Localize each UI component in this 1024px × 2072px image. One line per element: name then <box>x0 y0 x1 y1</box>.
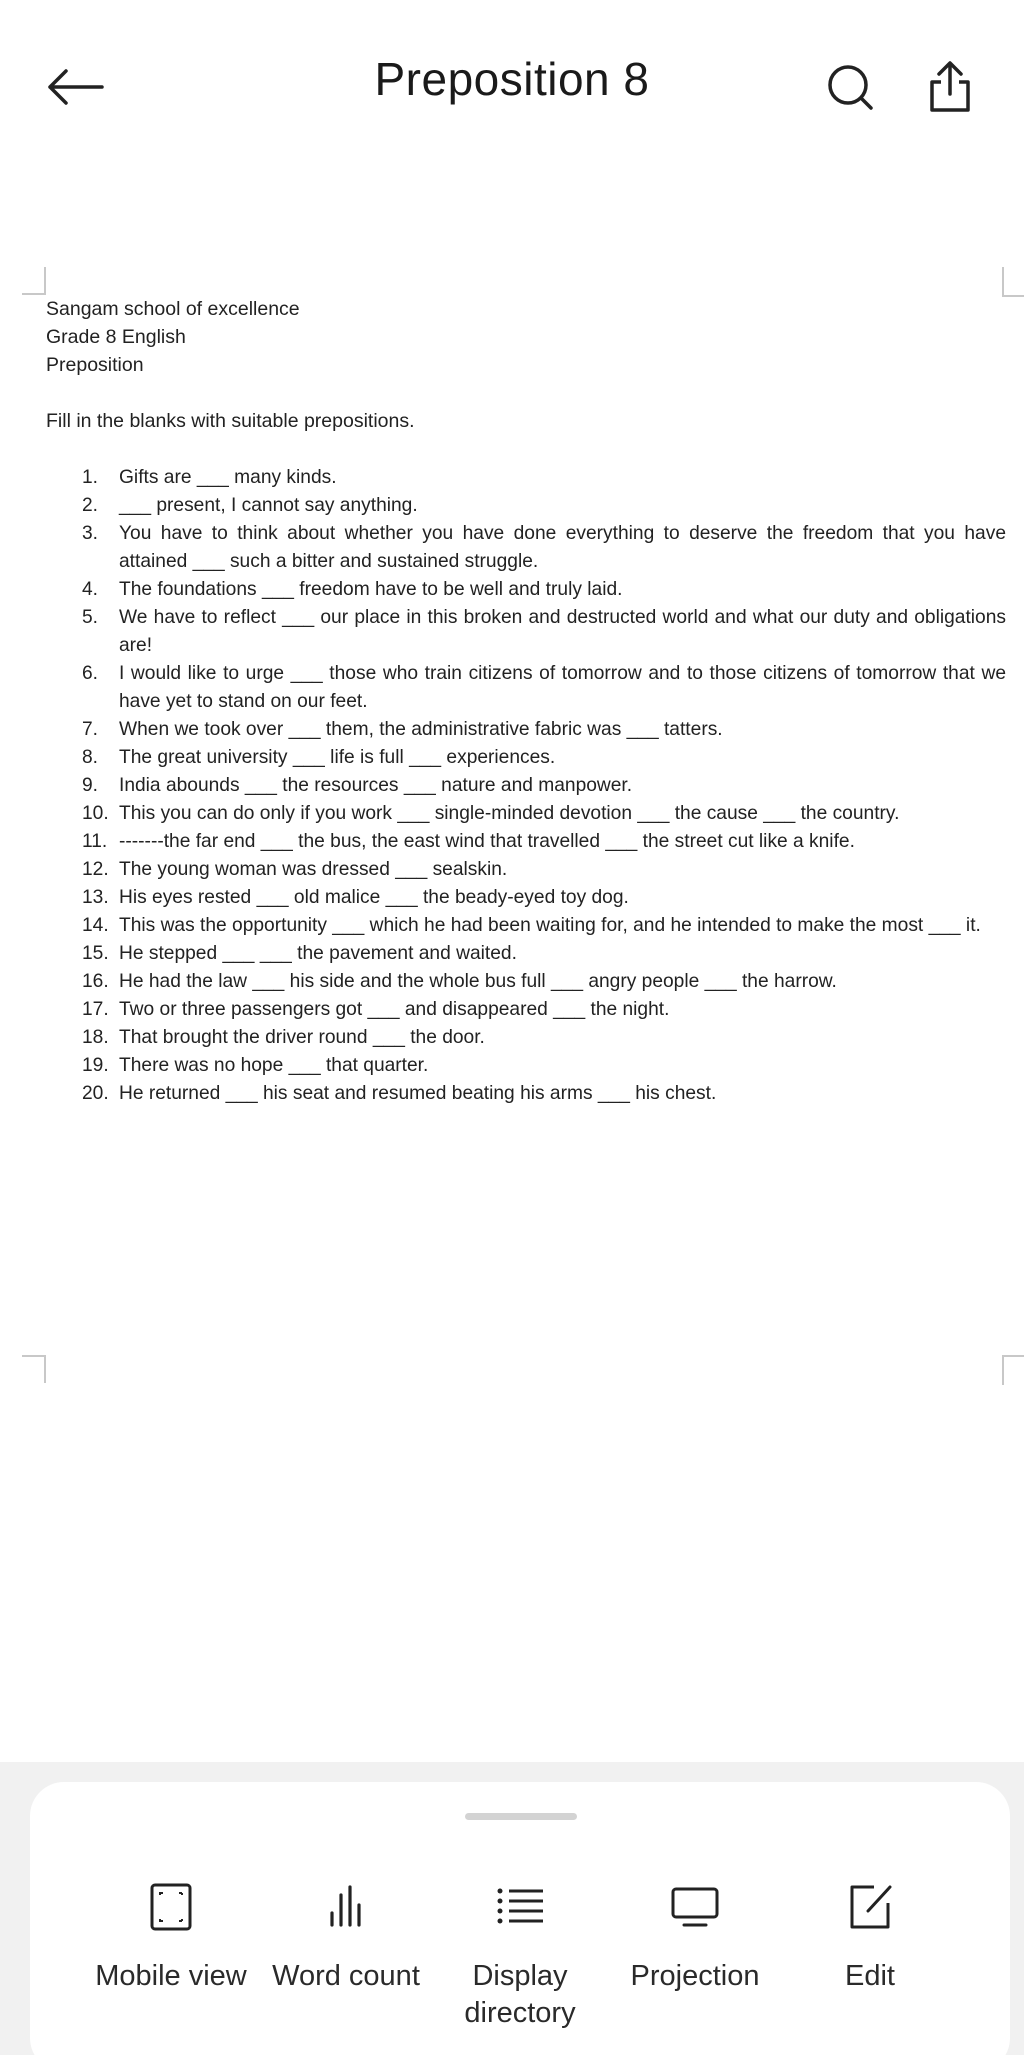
search-icon <box>824 61 876 113</box>
bottom-sheet-backdrop <box>0 1762 1024 2055</box>
page-corner-mark <box>1002 267 1024 297</box>
question-item <box>46 520 1006 576</box>
question-number: 4. <box>82 579 99 600</box>
question-item <box>46 968 1006 996</box>
monitor-icon <box>668 1881 722 1933</box>
question-item <box>46 1024 1006 1052</box>
question-text: That brought the driver round ___ the door. <box>119 1027 485 1048</box>
document-page[interactable] <box>46 295 1006 1108</box>
question-text: ___ present, I cannot say anything. <box>119 495 418 516</box>
search-button[interactable] <box>815 52 885 122</box>
question-text: He had the law ___ his side and the whole bus full ___ angry people ___ the harrow. <box>119 971 837 992</box>
question-text: I would like to urge ___ those who train citizens of tomorrow and to those citizens of tomorrow that we have yet to stand on our feet. <box>119 663 1006 712</box>
share-icon <box>926 58 974 114</box>
question-item <box>46 716 1006 744</box>
question-text: There was no hope ___ that quarter. <box>119 1055 429 1076</box>
page-corner-mark <box>1002 1355 1024 1385</box>
edit-button[interactable] <box>785 1862 955 1995</box>
question-item <box>46 912 1006 940</box>
question-item <box>46 996 1006 1024</box>
question-text: The foundations ___ freedom have to be well and truly laid. <box>119 579 623 600</box>
question-number: 12. <box>82 859 109 880</box>
question-number: 10. <box>82 803 109 824</box>
question-item <box>46 800 1006 828</box>
question-text: The great university ___ life is full ___ experiences. <box>119 747 556 768</box>
action-label: Word count <box>272 1960 420 1992</box>
question-number: 3. <box>82 523 99 544</box>
edit-icon <box>844 1881 896 1933</box>
word-count-button[interactable] <box>261 1862 431 1995</box>
question-number: 18. <box>82 1027 109 1048</box>
question-number: 2. <box>82 495 99 516</box>
question-text: He stepped ___ ___ the pavement and waited. <box>119 943 517 964</box>
question-item <box>46 1080 1006 1108</box>
question-text: India abounds ___ the resources ___ nature and manpower. <box>119 775 633 796</box>
display-directory-button[interactable] <box>435 1862 605 2032</box>
question-text: We have to reflect ___ our place in this broken and destructed world and what our duty and obligations are! <box>119 607 1006 656</box>
question-item <box>46 1052 1006 1080</box>
question-item <box>46 464 1006 492</box>
question-text: Two or three passengers got ___ and disappeared ___ the night. <box>119 999 670 1020</box>
question-number: 5. <box>82 607 99 628</box>
question-number: 11. <box>82 831 108 852</box>
word-count-icon <box>322 1881 370 1933</box>
question-text: You have to think about whether you have done everything to deserve the freedom that you have attained ___ such a bitter and sustained struggle. <box>119 523 1006 572</box>
share-button[interactable] <box>915 48 985 124</box>
action-label: Projection <box>630 1960 760 1992</box>
page-corner-mark <box>22 267 46 295</box>
question-item <box>46 576 1006 604</box>
question-number: 14. <box>82 915 109 936</box>
drag-handle[interactable] <box>465 1813 577 1820</box>
question-text: His eyes rested ___ old malice ___ the beady-eyed toy dog. <box>119 887 629 908</box>
question-text: Gifts are ___ many kinds. <box>119 467 337 488</box>
page-title: Preposition 8 <box>374 53 650 105</box>
question-number: 13. <box>82 887 109 908</box>
question-text: This you can do only if you work ___ single-minded devotion ___ the cause ___ the country. <box>119 803 900 824</box>
subject-line: Preposition <box>46 354 144 376</box>
question-text: -------the far end ___ the bus, the east wind that travelled ___ the street cut like a knife. <box>119 831 855 852</box>
question-text: The young woman was dressed ___ sealskin. <box>119 859 508 880</box>
list-icon <box>493 1881 547 1933</box>
question-number: 17. <box>82 999 109 1020</box>
question-list <box>46 464 1006 1108</box>
mobile-view-button[interactable] <box>86 1862 256 1995</box>
question-number: 9. <box>82 775 99 796</box>
question-number: 1. <box>82 467 99 488</box>
question-item <box>46 660 1006 716</box>
question-text: He returned ___ his seat and resumed beating his arms ___ his chest. <box>119 1083 717 1104</box>
question-text: When we took over ___ them, the administrative fabric was ___ tatters. <box>119 719 723 740</box>
school-name: Sangam school of excellence <box>46 298 300 320</box>
question-item <box>46 940 1006 968</box>
action-label: Mobile view <box>95 1960 247 1992</box>
instruction: Fill in the blanks with suitable prepositions. <box>46 410 415 432</box>
projection-button[interactable] <box>610 1862 780 1995</box>
question-item <box>46 772 1006 800</box>
question-item <box>46 604 1006 660</box>
question-item <box>46 828 1006 856</box>
grade-line: Grade 8 English <box>46 326 186 348</box>
question-number: 8. <box>82 747 99 768</box>
question-number: 7. <box>82 719 99 740</box>
question-number: 20. <box>82 1083 109 1104</box>
action-label: Edit <box>845 1960 895 1992</box>
bottom-sheet <box>30 1782 1010 2072</box>
question-item <box>46 856 1006 884</box>
question-item <box>46 884 1006 912</box>
question-number: 16. <box>82 971 109 992</box>
top-bar <box>0 0 1024 170</box>
mobile-view-icon <box>147 1881 195 1933</box>
question-number: 6. <box>82 663 99 684</box>
question-text: This was the opportunity ___ which he had been waiting for, and he intended to make the most ___ it. <box>119 915 981 936</box>
action-label: Display directory <box>464 1960 576 2029</box>
question-item <box>46 744 1006 772</box>
question-number: 19. <box>82 1055 109 1076</box>
question-item <box>46 492 1006 520</box>
question-number: 15. <box>82 943 109 964</box>
page-corner-mark <box>22 1355 46 1383</box>
